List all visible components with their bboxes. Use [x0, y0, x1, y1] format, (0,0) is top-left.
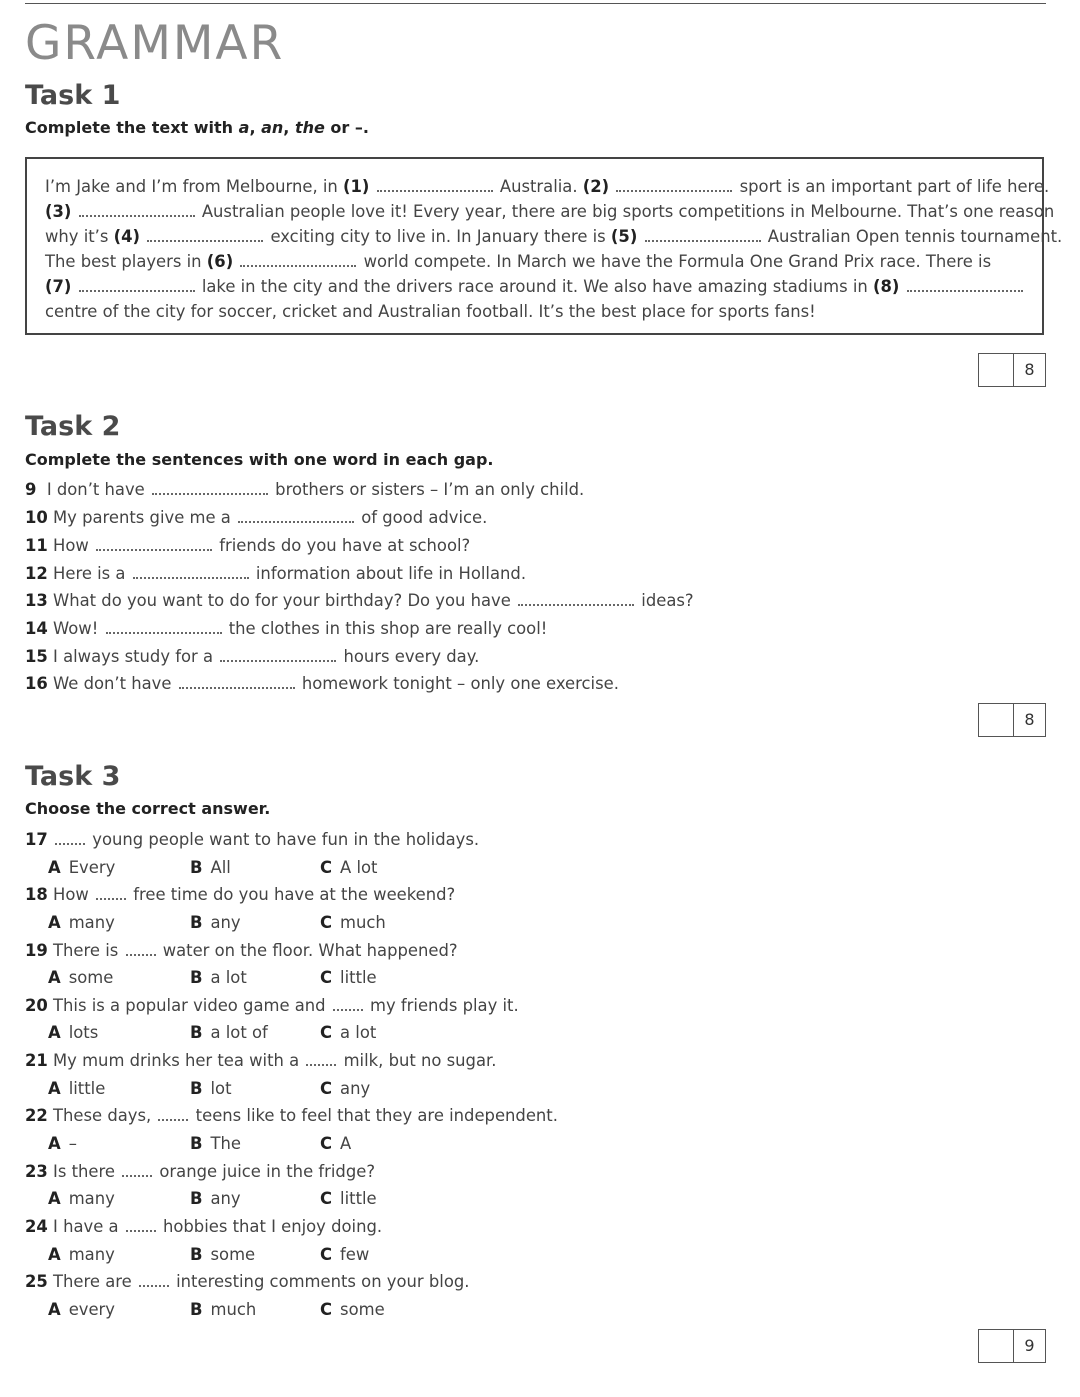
option-c[interactable]: C little [320, 968, 377, 987]
gap-6[interactable] [240, 253, 356, 267]
option-c[interactable]: C few [320, 1245, 370, 1264]
question-25: 25 There are interesting comments on your blog. [25, 1272, 470, 1291]
gap-25[interactable] [139, 1273, 169, 1287]
option-c[interactable]: C much [320, 913, 386, 932]
gap-23[interactable] [122, 1163, 152, 1177]
score-total: 8 [1024, 710, 1035, 729]
score-entry[interactable] [979, 704, 1014, 736]
option-c[interactable]: C a lot [320, 1023, 377, 1042]
score-total: 8 [1024, 360, 1035, 379]
question-21: 21 My mum drinks her tea with a milk, but no sugar. [25, 1051, 497, 1070]
gap-10[interactable] [238, 509, 354, 523]
option-c[interactable]: C A [320, 1134, 352, 1153]
score-entry[interactable] [979, 1330, 1014, 1362]
gap-18[interactable] [96, 886, 126, 900]
option-a[interactable]: A many [48, 913, 115, 932]
text-line: why it’s (4) exciting city to live in. In January there is (5) Australian Open tennis tournament. [45, 227, 1063, 246]
gap-20[interactable] [333, 997, 363, 1011]
option-b[interactable]: B The [190, 1134, 241, 1153]
sentence-16: 16 We don’t have homework tonight – only one exercise. [25, 674, 619, 693]
gap-12[interactable] [133, 565, 249, 579]
sentence-12: 12 Here is a information about life in Holland. [25, 564, 527, 583]
gap-17[interactable] [55, 831, 85, 845]
gap-13[interactable] [518, 592, 634, 606]
task1-heading: Task 1 [25, 80, 121, 111]
option-a[interactable]: A lots [48, 1023, 99, 1042]
gap-16[interactable] [179, 675, 295, 689]
sentence-9: 9 I don’t have brothers or sisters – I’m an only child. [25, 480, 585, 499]
score-entry[interactable] [979, 354, 1014, 386]
question-17: 17 young people want to have fun in the holidays. [25, 830, 480, 849]
sentence-10: 10 My parents give me a of good advice. [25, 508, 488, 527]
option-a[interactable]: A many [48, 1245, 115, 1264]
option-c[interactable]: C A lot [320, 858, 378, 877]
option-b[interactable]: B a lot of [190, 1023, 268, 1042]
gap-15[interactable] [220, 648, 336, 662]
sentence-11: 11 How friends do you have at school? [25, 536, 471, 555]
option-a[interactable]: A – [48, 1134, 77, 1153]
gap-14[interactable] [106, 620, 222, 634]
task2-score-box [978, 703, 1046, 737]
option-b[interactable]: B any [190, 1189, 241, 1208]
cloze-text-box [25, 157, 1063, 335]
task1-score-box [978, 353, 1046, 387]
task2-heading: Task 2 [25, 411, 121, 442]
gap-24[interactable] [126, 1218, 156, 1232]
question-18: 18 How free time do you have at the weekend? [25, 885, 456, 904]
option-a[interactable]: A Every [48, 858, 116, 877]
option-a[interactable]: A little [48, 1079, 106, 1098]
top-divider [25, 3, 1046, 4]
gap-5[interactable] [645, 228, 761, 242]
option-b[interactable]: B a lot [190, 968, 247, 987]
option-a[interactable]: A many [48, 1189, 115, 1208]
gap-1[interactable] [377, 178, 493, 192]
score-total: 9 [1024, 1336, 1035, 1355]
gap-4[interactable] [147, 228, 263, 242]
sentence-13: 13 What do you want to do for your birthday? Do you have ideas? [25, 591, 694, 610]
option-c[interactable]: C little [320, 1189, 377, 1208]
task3-score-box [978, 1329, 1046, 1363]
page-title: GRAMMAR [25, 16, 285, 71]
text-line: centre of the city for soccer, cricket and Australian football. It’s the best place for sports fans! [45, 302, 816, 321]
option-c[interactable]: C some [320, 1300, 385, 1319]
task3-instruction: Choose the correct answer. [25, 799, 271, 818]
option-c[interactable]: C any [320, 1079, 371, 1098]
option-b[interactable]: B much [190, 1300, 257, 1319]
option-b[interactable]: B lot [190, 1079, 232, 1098]
option-b[interactable]: B All [190, 858, 231, 877]
sentence-15: 15 I always study for a hours every day. [25, 647, 480, 666]
text-line: (7) lake in the city and the drivers race around it. We also have amazing stadiums in (8) [45, 274, 1024, 299]
gap-8[interactable] [907, 278, 1023, 292]
sentence-14: 14 Wow! the clothes in this shop are really cool! [25, 619, 548, 638]
question-22: 22 These days, teens like to feel that they are independent. [25, 1106, 558, 1125]
gap-9[interactable] [152, 481, 268, 495]
gap-2[interactable] [616, 178, 732, 192]
text-line: I’m Jake and I’m from Melbourne, in (1) Australia. (2) sport is an important part of life here. [45, 177, 1050, 196]
gap-7[interactable] [79, 278, 195, 292]
question-23: 23 Is there orange juice in the fridge? [25, 1162, 376, 1181]
task2-instruction: Complete the sentences with one word in each gap. [25, 450, 494, 469]
gap-21[interactable] [306, 1052, 336, 1066]
gap-19[interactable] [126, 942, 156, 956]
option-a[interactable]: A every [48, 1300, 115, 1319]
text-line: (3) Australian people love it! Every year, there are big sports competitions in Melbourne. That’s one reason [45, 202, 1055, 221]
task3-heading: Task 3 [25, 761, 121, 792]
text-line: The best players in (6) world compete. In March we have the Formula One Grand Prix race. There is [45, 252, 992, 271]
question-19: 19 There is water on the floor. What happened? [25, 941, 458, 960]
gap-3[interactable] [79, 203, 195, 217]
option-b[interactable]: B any [190, 913, 241, 932]
question-24: 24 I have a hobbies that I enjoy doing. [25, 1217, 383, 1236]
option-b[interactable]: B some [190, 1245, 256, 1264]
task1-instruction: Complete the text with a, an, the or –. [25, 118, 369, 137]
gap-22[interactable] [158, 1107, 188, 1121]
gap-11[interactable] [96, 537, 212, 551]
option-a[interactable]: A some [48, 968, 114, 987]
question-20: 20 This is a popular video game and my friends play it. [25, 996, 519, 1015]
